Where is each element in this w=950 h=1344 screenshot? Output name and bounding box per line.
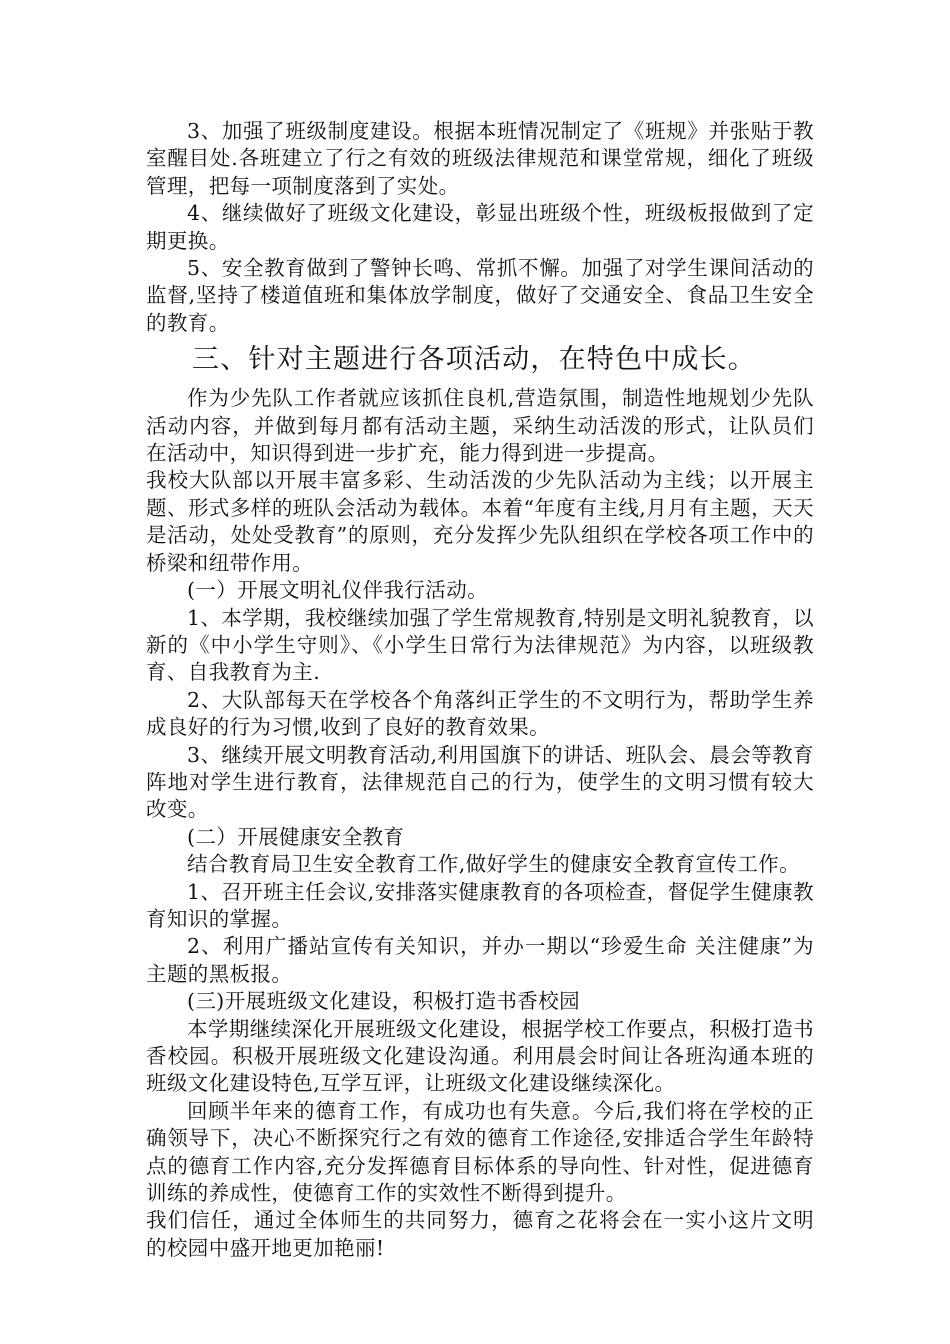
paragraph-class-culture: 4、继续做好了班级文化建设，彰显出班级个性，班级板报做到了定期更换。 <box>146 201 814 253</box>
section-heading: 三、针对主题进行各项活动，在特色中成长。 <box>192 344 756 376</box>
paragraph-safety-education: 5、安全教育做到了警钟长鸣、常抓不懈。加强了对学生课间活动的监督,坚持了楼道值班和集体放学制度，做好了交通安全、食品卫生安全的教育。 <box>146 256 814 335</box>
paragraph-brigade-mainline: 我校大队部以开展丰富多彩、生动活泼的少先队活动为主线；以开展主题、形式多样的班队会活动为载体。本着“年度有主线,月月有主题，天天是活动，处处受教育”的原则，充分发挥少先队组织在学校各项工作中的桥梁和纽带作用。 <box>146 468 814 575</box>
paragraph-etiquette-3: 3、继续开展文明教育活动,利用国旗下的讲话、班队会、晨会等教育阵地对学生进行教育，法律规范自己的行为，使学生的文明习惯有较大改变。 <box>146 742 814 822</box>
paragraph-pioneer-activities: 作为少先队工作者就应该抓住良机,营造氛围，制造性地规划少先队活动内容，并做到每月都有活动主题，采纳生动活泼的形式，让队员们在活动中，知识得到进一步扩充，能力得到进一步提高。 <box>146 386 814 466</box>
paragraph-etiquette-1: 1、本学期，我校继续加强了学生常规教育,特别是文明礼貌教育，以新的《中小学生守则》、《小学生日常行为法律规范》为内容，以班级教育、自我教育为主. <box>146 605 814 685</box>
subheading-etiquette: (一）开展文明礼仪伴我行活动。 <box>187 578 488 603</box>
paragraph-health-1: 1、召开班主任会议,安排落实健康教育的各项检查，督促学生健康教育知识的掌握。 <box>146 879 814 931</box>
subheading-class-culture: (三)开展班级文化建设，积极打造书香校园 <box>187 989 580 1014</box>
paragraph-class-culture-detail: 本学期继续深化开展班级文化建设，根据学校工作要点，积极打造书香校园。积极开展班级文化建设沟通。利用晨会时间让各班沟通本班的班级文化建设特色,互学互评，让班级文化建设继续深化。 <box>146 1016 814 1096</box>
paragraph-class-rules: 3、加强了班级制度建设。根据本班情况制定了《班规》并张贴于教室醒目处.各班建立了行之有效的班级法律规范和课堂常规，细化了班级管理，把每一项制度落到了实处。 <box>146 119 814 198</box>
document-page <box>146 118 814 1262</box>
paragraph-review: 回顾半年来的德育工作，有成功也有失意。今后,我们将在学校的正确领导下，决心不断探究行之有效的德育工作途径,安排适合学生年龄特点的德育工作内容,充分发挥德育目标体系的导向性、针对性，促进德育训练的养成性，使德育工作的实效性不断得到提升。 <box>146 1098 814 1206</box>
paragraph-health-2: 2、利用广播站宣传有关知识，并办一期以“珍爱生命 关注健康”为主题的黑板报。 <box>146 934 814 986</box>
paragraph-closing: 我们信任，通过全体师生的共同努力，德育之花将会在一实小这片文明的校园中盛开地更加艳丽! <box>146 1208 814 1260</box>
subheading-health-safety: (二）开展健康安全教育 <box>187 824 405 849</box>
paragraph-health-intro: 结合教育局卫生安全教育工作,做好学生的健康安全教育宣传工作。 <box>187 852 801 877</box>
paragraph-etiquette-2: 2、大队部每天在学校各个角落纠正学生的不文明行为，帮助学生养成良好的行为习惯,收到了良好的教育效果。 <box>146 687 814 740</box>
